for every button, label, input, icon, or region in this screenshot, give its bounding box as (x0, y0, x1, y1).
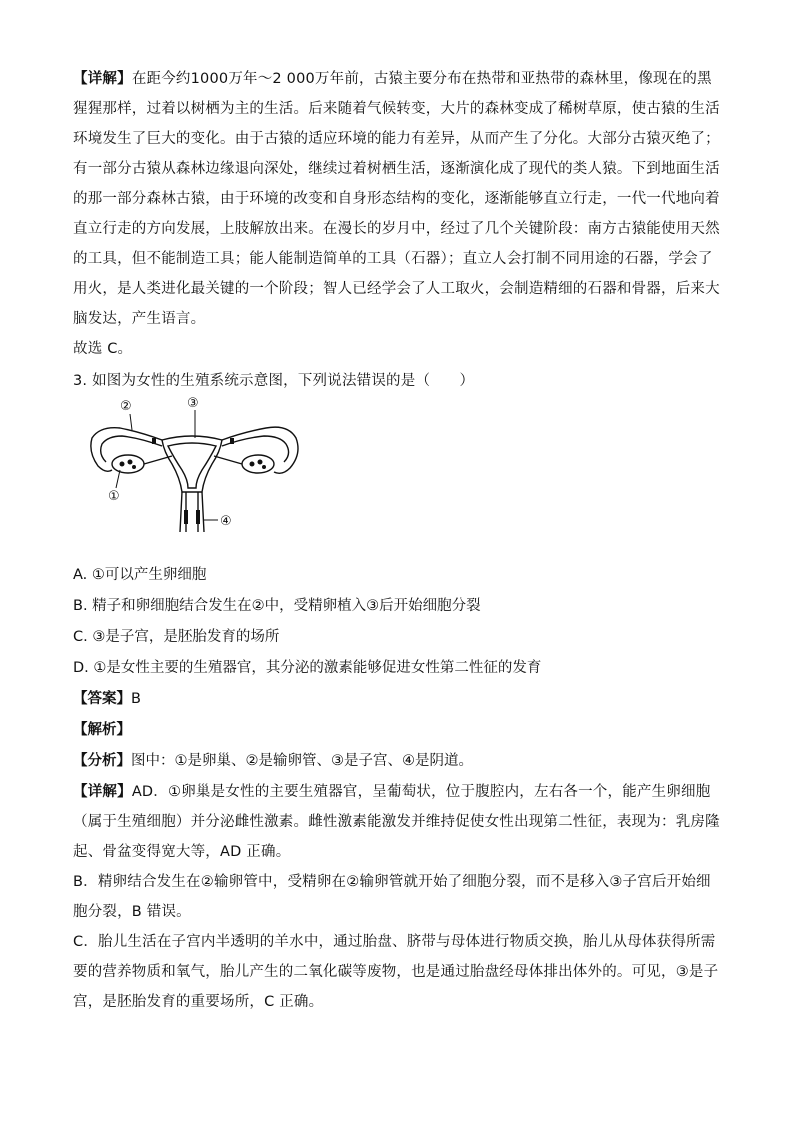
label-2: ② (120, 399, 132, 414)
label-4: ④ (220, 514, 232, 529)
question-text: 如图为女性的生殖系统示意图，下列说法错误的是（ ） (92, 373, 475, 389)
detail-paragraph (73, 64, 723, 334)
detail2-tag: 【详解】 (73, 784, 132, 800)
detail2-b: B．精卵结合发生在②输卵管中，受精卵在②输卵管就开始了细胞分裂，而不是移入③子宫后开始细胞分裂，B 错误。 (73, 874, 711, 920)
fenxi-tag: 【分析】 (73, 753, 131, 769)
question-number: 3. (73, 373, 88, 389)
option-a: A. ①可以产生卵细胞 (73, 567, 207, 583)
answer-value: B (131, 691, 141, 707)
document-page (73, 64, 723, 396)
analysis-tag: 【解析】 (73, 722, 131, 738)
conclusion-line: 故选 C。 (73, 341, 133, 357)
option-c: C. ③是子宫，是胚胎发育的场所 (73, 629, 280, 645)
answer-section (73, 560, 723, 1017)
option-b: B. 精子和卵细胞结合发生在②中，受精卵植入③后开始细胞分裂 (73, 598, 481, 614)
option-d: D. ①是女性主要的生殖器官，其分泌的激素能够促进女性第二性征的发育 (73, 660, 542, 676)
detail-text: 在距今约1000万年～2 000万年前，古猿主要分布在热带和亚热带的森林里，像现在的黑猩猩那样，过着以树栖为主的生活。后来随着气候转变，大片的森林变成了稀树草原，使古猿的生活环境发生了巨大的变化。由于古猿的适应环境的能力有差异，从而产生了分化。大部分古猿灭绝了；有一部分古猿从森林边缘退向深处，继续过着树栖生活，逐渐演化成了现代的类人猿。下到地面生活的那一部分森林古猿，由于环境的改变和自身形态结构的变化，逐渐能够直立行走，一代一代地向着直立行走的方向发展，上肢解放出来。在漫长的岁月中，经过了几个关键阶段：南方古猿能使用天然的工具，但不能制造工具；能人能制造简单的工具（石器）；直立人会打制不同用途的石器，学会了用火，是人类进化最关键的一个阶段；智人已经学会了人工取火，会制造精细的石器和骨器，后来大脑发达，产生语言。 (73, 71, 720, 327)
detail2-ad-text: AD．①卵巢是女性的主要生殖器官，呈葡萄状，位于腹腔内，左右各一个，能产生卵细胞（属于生殖细胞）并分泌雌性激素。雌性激素能激发并维持促使女性出现第二性征，表现为：乳房隆起、骨盆变得宽大等，AD 正确。 (73, 784, 720, 860)
fenxi-text: 图中：①是卵巢、②是输卵管、③是子宫、④是阴道。 (131, 753, 473, 769)
answer-line (73, 684, 723, 715)
female-reproductive-diagram (80, 392, 320, 542)
detail2-c: C．胎儿生活在子宫内半透明的羊水中，通过胎盘、脐带与母体进行物质交换，胎儿从母体获得所需要的营养物质和氧气，胎儿产生的二氧化碳等废物，也是通过胎盘经母体排出体外的。可见，③是子宫，是胚胎发育的重要场所，C 正确。 (73, 934, 719, 1010)
label-3: ③ (187, 396, 199, 411)
answer-tag: 【答案】 (73, 691, 131, 707)
detail2-ad (73, 777, 723, 867)
detail-tag: 【详解】 (73, 71, 132, 87)
label-1: ① (108, 489, 120, 504)
fenxi-line (73, 746, 723, 777)
